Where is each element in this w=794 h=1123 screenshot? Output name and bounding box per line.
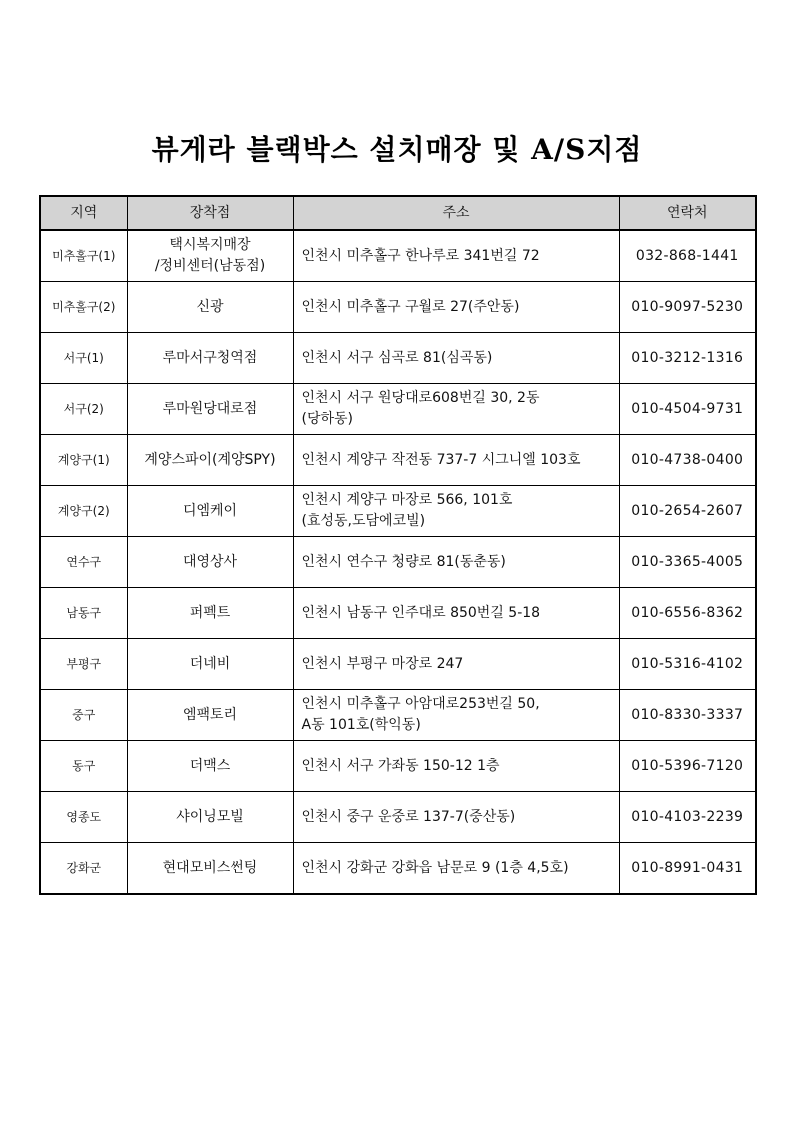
cell-region: 서구(1) (40, 333, 127, 384)
shop-name-line: 루마서구청역점 (162, 349, 258, 366)
cell-region: 동구 (40, 741, 127, 792)
cell-address (293, 843, 619, 895)
shop-name-line: 엠팩토리 (182, 706, 238, 723)
cell-address (293, 230, 619, 282)
cell-phone: 010-5316-4102 (619, 639, 756, 690)
cell-region: 미추홀구(1) (40, 230, 127, 282)
cell-shop (127, 741, 293, 792)
cell-address (293, 486, 619, 537)
cell-address (293, 639, 619, 690)
cell-shop (127, 843, 293, 895)
table-row (40, 333, 756, 384)
address-line: 인천시 계양구 마장로 566, 101호 (301, 492, 513, 508)
address-line: 인천시 부평구 마장로 247 (301, 655, 464, 672)
cell-phone: 032-868-1441 (619, 230, 756, 282)
shop-name-line: 신광 (196, 298, 224, 315)
cell-shop (127, 537, 293, 588)
cell-region: 부평구 (40, 639, 127, 690)
table-header-row (40, 196, 756, 230)
cell-phone: 010-8330-3337 (619, 690, 756, 741)
cell-shop (127, 384, 293, 435)
header-shop: 장착점 (127, 196, 293, 230)
cell-address (293, 537, 619, 588)
store-table (39, 195, 757, 895)
table-row (40, 690, 756, 741)
cell-address (293, 282, 619, 333)
address-line: 인천시 강화군 강화읍 남문로 9 (1층 4,5호) (301, 859, 569, 876)
cell-region: 남동구 (40, 588, 127, 639)
table-row (40, 486, 756, 537)
cell-region: 미추홀구(2) (40, 282, 127, 333)
shop-name-line: 샤이닝모빌 (176, 808, 244, 825)
cell-shop (127, 792, 293, 843)
cell-phone: 010-4103-2239 (619, 792, 756, 843)
cell-shop (127, 486, 293, 537)
cell-shop (127, 435, 293, 486)
cell-region: 중구 (40, 690, 127, 741)
shop-name-line: 더맥스 (189, 757, 231, 774)
cell-region: 서구(2) (40, 384, 127, 435)
cell-shop (127, 690, 293, 741)
shop-name-line: 더네비 (189, 655, 231, 672)
address-line: (당하동) (301, 411, 353, 427)
address-line: 인천시 중구 운중로 137-7(중산동) (301, 808, 516, 825)
table-row (40, 741, 756, 792)
cell-address (293, 792, 619, 843)
address-line: 인천시 연수구 청량로 81(동춘동) (301, 553, 506, 570)
page-title: 뷰게라 블랙박스 설치매장 및 A/S지점 (151, 133, 643, 166)
shop-name-line: 택시복지매장 (169, 237, 251, 253)
shop-name-line: 계양스파이(계양SPY) (144, 451, 276, 468)
address-line: 인천시 계양구 작전동 737-7 시그니엘 103호 (301, 451, 581, 468)
cell-phone: 010-4738-0400 (619, 435, 756, 486)
cell-address (293, 741, 619, 792)
address-line: 인천시 남동구 인주대로 850번길 5-18 (301, 604, 541, 621)
table-body (40, 230, 756, 894)
cell-shop (127, 282, 293, 333)
cell-phone: 010-8991-0431 (619, 843, 756, 895)
cell-region: 계양구(1) (40, 435, 127, 486)
cell-address (293, 690, 619, 741)
shop-name-line: 루마원당대로점 (162, 400, 258, 417)
address-line: 인천시 서구 심곡로 81(심곡동) (301, 349, 493, 366)
cell-region: 연수구 (40, 537, 127, 588)
cell-phone: 010-5396-7120 (619, 741, 756, 792)
table-row (40, 843, 756, 895)
cell-address (293, 384, 619, 435)
address-line: 인천시 서구 가좌동 150-12 1층 (301, 757, 500, 774)
cell-phone: 010-3365-4005 (619, 537, 756, 588)
cell-phone: 010-6556-8362 (619, 588, 756, 639)
shop-name-line: 퍼펙트 (189, 604, 231, 621)
cell-shop (127, 230, 293, 282)
cell-region: 계양구(2) (40, 486, 127, 537)
cell-address (293, 435, 619, 486)
cell-address (293, 588, 619, 639)
address-line: (효성동,도담에코빌) (301, 513, 426, 529)
header-region: 지역 (40, 196, 127, 230)
table-row (40, 282, 756, 333)
shop-name-line: 현대모비스썬팅 (162, 859, 258, 876)
address-line: 인천시 미추홀구 아암대로253번길 50, (301, 696, 540, 712)
table-row (40, 639, 756, 690)
cell-phone: 010-2654-2607 (619, 486, 756, 537)
header-phone: 연락처 (619, 196, 756, 230)
address-line: 인천시 미추홀구 구월로 27(주안동) (301, 298, 520, 315)
address-line: 인천시 서구 원당대로608번길 30, 2동 (301, 390, 540, 406)
shop-name-line: 대영상사 (182, 553, 238, 570)
shop-name-line: /정비센터(남동점) (154, 258, 266, 274)
table-row (40, 792, 756, 843)
address-line: A동 101호(학익동) (301, 717, 421, 733)
table-row (40, 537, 756, 588)
cell-shop (127, 639, 293, 690)
cell-phone: 010-4504-9731 (619, 384, 756, 435)
table-row (40, 230, 756, 282)
cell-shop (127, 588, 293, 639)
table-row (40, 588, 756, 639)
shop-name-line: 디엠케이 (182, 502, 238, 519)
table-row (40, 435, 756, 486)
address-line: 인천시 미추홀구 한나루로 341번길 72 (301, 247, 540, 264)
cell-phone: 010-3212-1316 (619, 333, 756, 384)
cell-region: 강화군 (40, 843, 127, 895)
table-row (40, 384, 756, 435)
header-address: 주소 (293, 196, 619, 230)
cell-region: 영종도 (40, 792, 127, 843)
cell-shop (127, 333, 293, 384)
cell-phone: 010-9097-5230 (619, 282, 756, 333)
cell-address (293, 333, 619, 384)
